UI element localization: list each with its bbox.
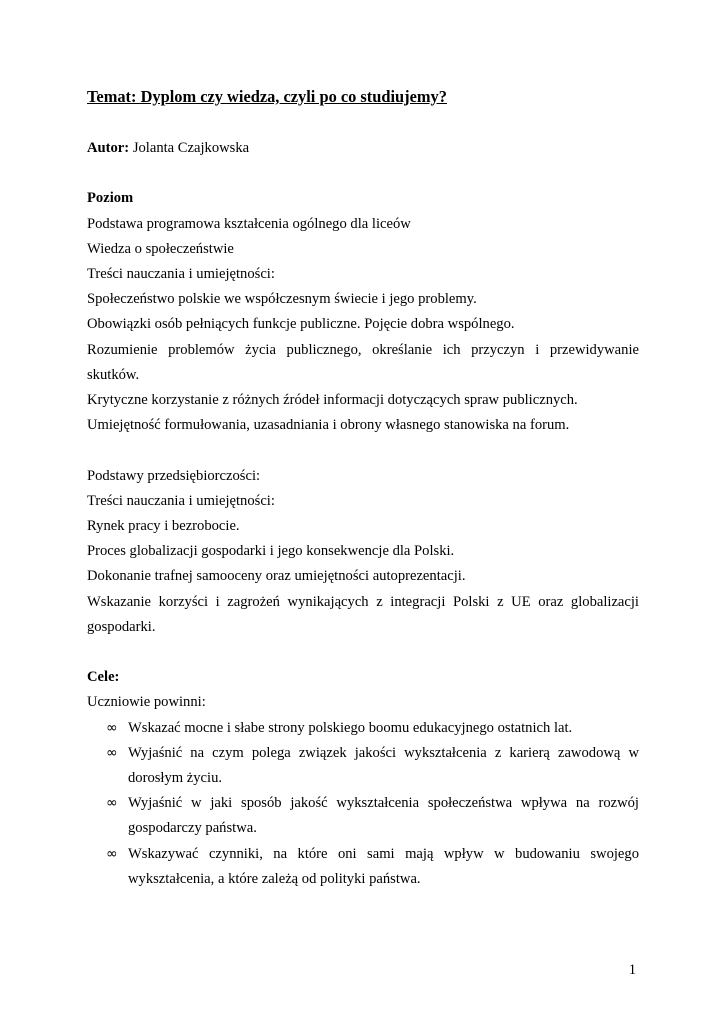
przedsiebiorczosc-line: Podstawy przedsiębiorczości:	[87, 467, 261, 484]
infinity-bullet-icon: ∞	[106, 744, 118, 761]
poziom-line: Krytyczne korzystanie z różnych źródeł informacji dotyczących spraw publicznych.	[87, 392, 578, 409]
poziom-line: Podstawa programowa kształcenia ogólnego dla liceów	[87, 215, 411, 232]
poziom-line: Społeczeństwo polskie we współczesnym świecie i jego problemy.	[87, 291, 477, 308]
przedsiebiorczosc-section	[87, 464, 639, 640]
przedsiebiorczosc-line: Rynek pracy i bezrobocie.	[87, 518, 240, 535]
spacer	[87, 640, 639, 665]
author-line	[87, 136, 639, 161]
list-item-text: Wskazywać czynniki, na które oni sami mają wpływ w budowaniu swojego wykształcenia, a które zależą od polityki państwa.	[128, 845, 639, 887]
infinity-bullet-icon: ∞	[106, 795, 118, 812]
cele-intro: Uczniowie powinni:	[87, 694, 206, 711]
przedsiebiorczosc-line: Dokonanie trafnej samooceny oraz umiejętności autoprezentacji.	[87, 568, 466, 585]
list-item	[87, 716, 639, 741]
list-item-text: Wyjaśnić na czym polega związek jakości wykształcenia z karierą zawodową w dorosłym życiu.	[128, 744, 639, 787]
list-item	[87, 791, 639, 841]
list-item	[87, 842, 639, 892]
poziom-section	[87, 212, 639, 439]
cele-list	[87, 716, 639, 892]
author-label: Autor:	[87, 140, 130, 156]
infinity-bullet-icon: ∞	[106, 719, 118, 736]
poziom-heading: Poziom	[87, 190, 134, 207]
przedsiebiorczosc-line: Treści nauczania i umiejętności:	[87, 492, 275, 509]
author-name: Jolanta Czajkowska	[132, 140, 250, 156]
przedsiebiorczosc-line: Wskazanie korzyści i zagrożeń wynikających z integracji Polski z UE oraz globalizacji gospodarki.	[87, 593, 639, 635]
spacer	[87, 438, 639, 463]
poziom-line: Rozumienie problemów życia publicznego, określanie ich przyczyn i przewidywanie skutków.	[87, 341, 639, 383]
spacer	[87, 161, 639, 186]
poziom-line: Wiedza o społeczeństwie	[87, 240, 234, 257]
poziom-line: Treści nauczania i umiejętności:	[87, 266, 275, 282]
list-item-text: Wyjaśnić w jaki sposób jakość wykształcenia społeczeństwa wpływa na rozwój gospodarczy państwa.	[128, 795, 639, 837]
cele-heading: Cele:	[87, 669, 120, 686]
list-item	[87, 741, 639, 791]
infinity-bullet-icon: ∞	[106, 845, 118, 862]
przedsiebiorczosc-line: Proces globalizacji gospodarki i jego konsekwencje dla Polski.	[87, 543, 455, 560]
list-item-text: Wskazać mocne i słabe strony polskiego boomu edukacyjnego ostatnich lat.	[128, 719, 573, 736]
poziom-line: Umiejętność formułowania, uzasadniania i obrony własnego stanowiska na forum.	[87, 417, 570, 434]
page-number: 1	[628, 962, 636, 978]
document-title: Temat: Dyplom czy wiedza, czyli po co studiujemy?	[87, 87, 447, 106]
document-page	[87, 84, 639, 892]
poziom-line: Obowiązki osób pełniących funkcje publiczne. Pojęcie dobra wspólnego.	[87, 316, 515, 333]
